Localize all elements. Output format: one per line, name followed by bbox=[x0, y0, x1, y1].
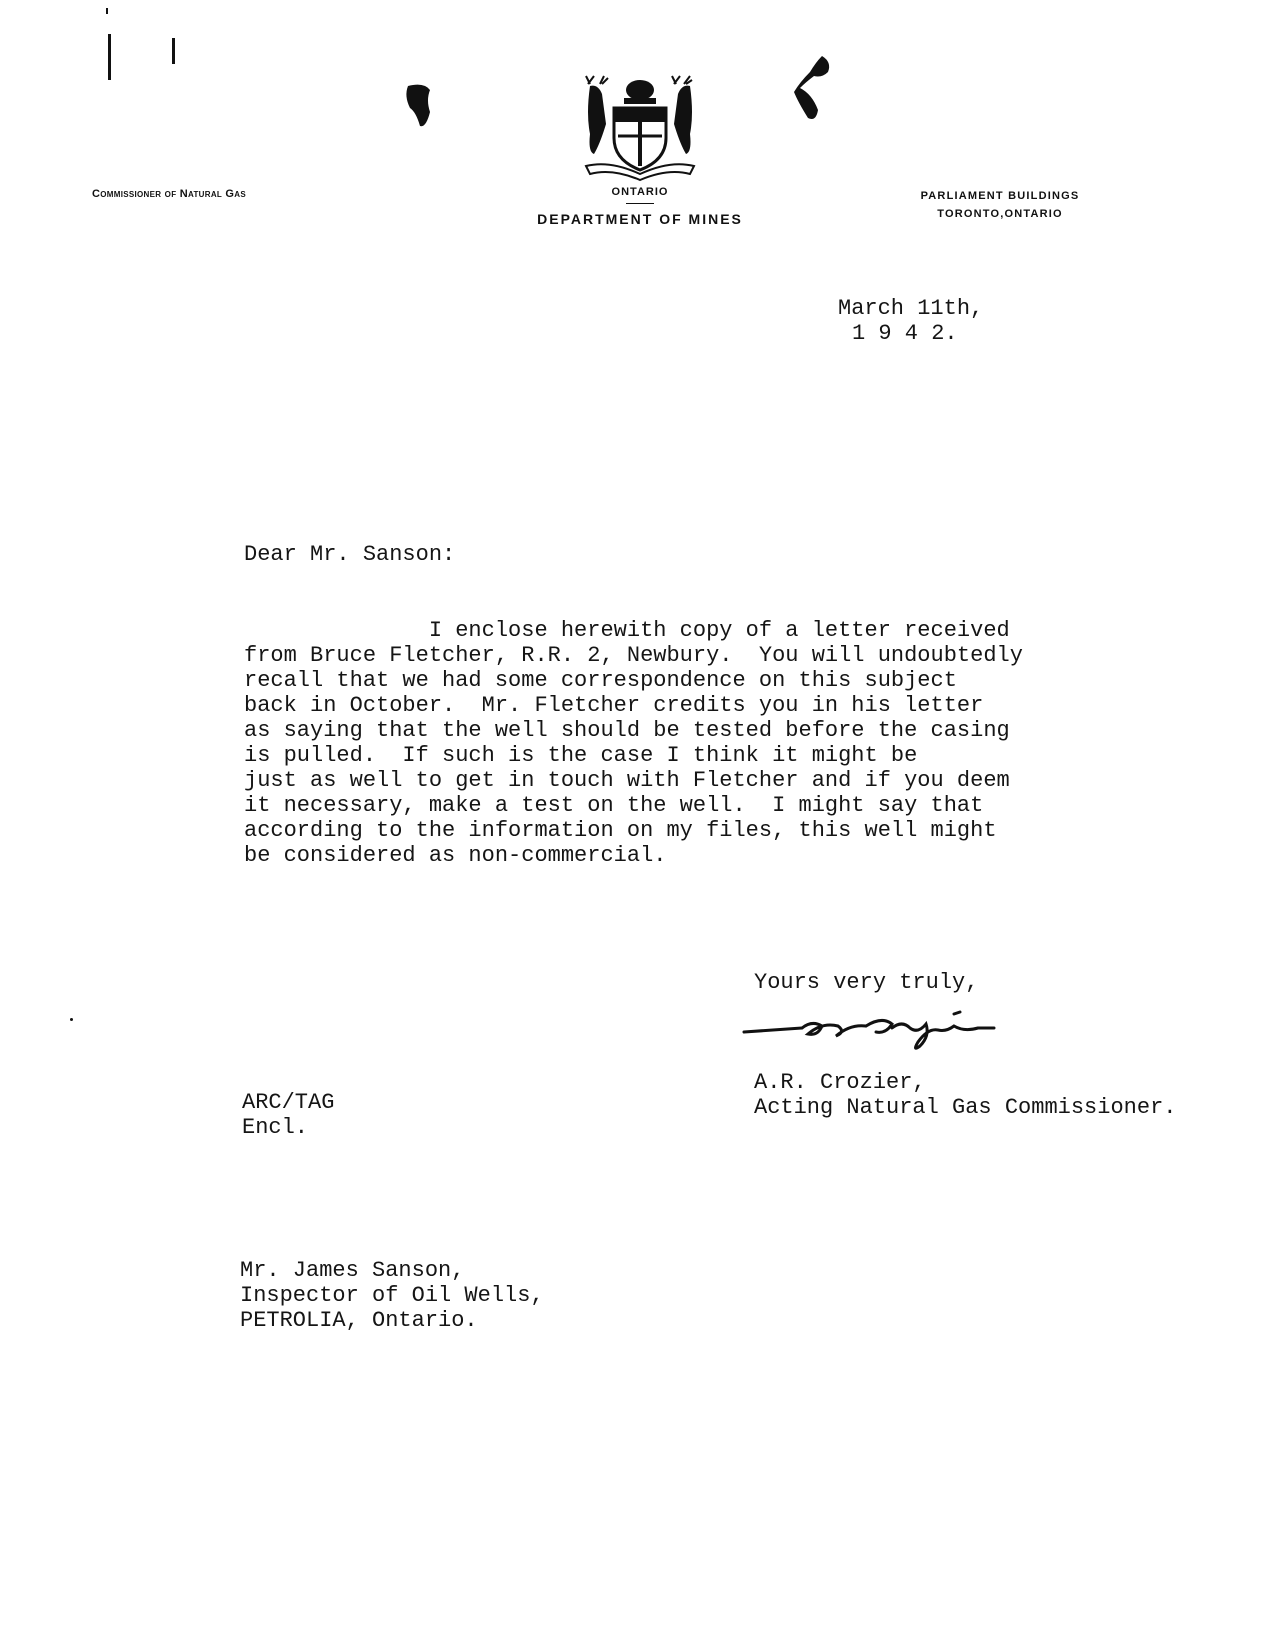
date-line1: March 11th, bbox=[838, 296, 984, 321]
signer-title: Acting Natural Gas Commissioner. bbox=[754, 1095, 1177, 1120]
body-line: recall that we had some correspondence on this subject bbox=[244, 668, 957, 693]
body-line: back in October. Mr. Fletcher credits you in his letter bbox=[244, 693, 984, 718]
signer-block bbox=[754, 1070, 1176, 1120]
coat-of-arms-crest bbox=[580, 74, 700, 182]
scan-mark bbox=[108, 34, 111, 80]
letterhead-department: DEPARTMENT OF MINES bbox=[537, 211, 743, 227]
body-line: as saying that the well should be tested before the casing bbox=[244, 718, 1010, 743]
closing: Yours very truly, bbox=[754, 970, 979, 995]
recipient-line1: Mr. James Sanson, bbox=[240, 1258, 465, 1283]
body-line: from Bruce Fletcher, R.R. 2, Newbury. You will undoubtedly bbox=[244, 643, 1023, 668]
letter-date bbox=[838, 296, 983, 346]
body-line: be considered as non-commercial. bbox=[244, 843, 667, 868]
letterhead-address-line2: TORONTO,ONTARIO bbox=[937, 208, 1063, 220]
letter-body bbox=[244, 618, 1023, 868]
body-line: just as well to get in touch with Fletcher and if you deem bbox=[244, 768, 1010, 793]
ink-blot-right bbox=[792, 52, 842, 124]
letterhead-office: Commissioner of Natural Gas bbox=[92, 188, 247, 200]
salutation: Dear Mr. Sanson: bbox=[244, 542, 456, 567]
letterhead-divider bbox=[626, 203, 654, 204]
signer-name: A.R. Crozier, bbox=[754, 1070, 926, 1095]
scan-mark bbox=[70, 1018, 73, 1021]
scan-mark bbox=[106, 8, 108, 14]
reference-initials: ARC/TAG bbox=[242, 1090, 335, 1115]
recipient-address bbox=[240, 1258, 544, 1333]
body-line: according to the information on my files, this well might bbox=[244, 818, 997, 843]
letterhead-province: ONTARIO bbox=[611, 186, 669, 198]
body-line: I enclose herewith copy of a letter received bbox=[244, 618, 1010, 643]
ink-blot-left bbox=[404, 82, 444, 130]
letterhead-address-line1: PARLIAMENT BUILDINGS bbox=[920, 190, 1080, 202]
date-line2: 1 9 4 2. bbox=[852, 321, 958, 346]
recipient-line3: PETROLIA, Ontario. bbox=[240, 1308, 478, 1333]
enclosure-note: Encl. bbox=[242, 1115, 309, 1140]
body-line: is pulled. If such is the case I think it might be bbox=[244, 743, 918, 768]
letterhead-address bbox=[880, 187, 1120, 223]
reference-block bbox=[242, 1090, 334, 1140]
handwritten-signature bbox=[742, 1002, 1022, 1058]
body-line: it necessary, make a test on the well. I might say that bbox=[244, 793, 984, 818]
recipient-line2: Inspector of Oil Wells, bbox=[240, 1283, 544, 1308]
scan-mark bbox=[172, 38, 175, 64]
